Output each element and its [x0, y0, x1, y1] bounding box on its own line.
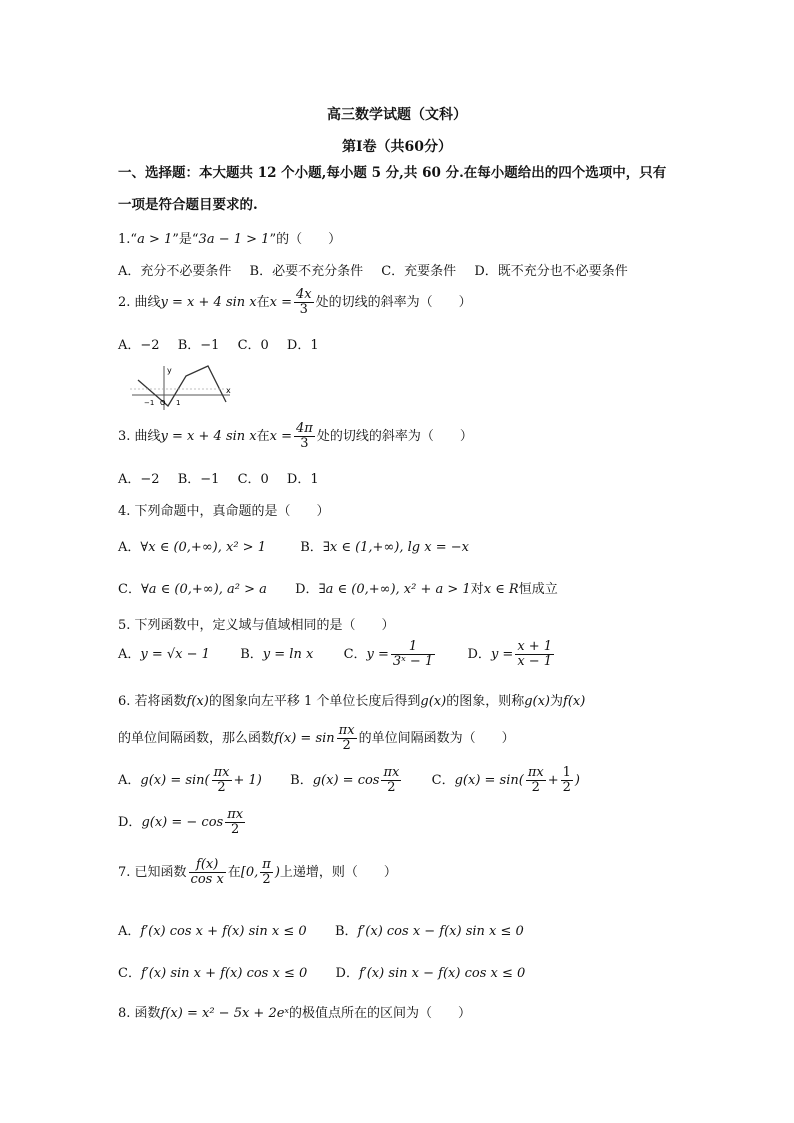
option-d[interactable]: D．y = $\frac{x + 1}{x - 1}$: [467, 639, 553, 669]
option-a[interactable]: A．−2: [118, 472, 160, 487]
option-c[interactable]: C．f′(x) sin x + f(x) cos x ≤ 0: [118, 966, 308, 981]
question-1-options: [118, 260, 688, 279]
option-d[interactable]: D．∃a ∈ (0,+∞), x² + a > 1对x ∈ R恒成立: [295, 582, 558, 597]
option-a[interactable]: A．f′(x) cos x + f(x) sin x ≤ 0: [118, 924, 307, 939]
option-a[interactable]: A．−2: [118, 338, 160, 353]
section-heading: 一、选择题：本大题共 12 个小题,每小题 5 分,共 60 分.在每小题给出的四个选项中，只有: [118, 165, 667, 181]
option-d[interactable]: D．f′(x) sin x − f(x) cos x ≤ 0: [335, 966, 526, 981]
option-d[interactable]: D．既不充分也不必要条件: [474, 264, 628, 279]
question-2-options: [118, 334, 688, 353]
page-title: 高三数学试题（文科）: [327, 107, 467, 123]
section-heading-cont: 一项是符合题目要求的.: [118, 197, 258, 213]
graph-origin-label: O: [160, 399, 166, 407]
graph-x-label: x: [226, 386, 231, 395]
question-5-options: [118, 640, 688, 669]
graph-y-label: y: [167, 366, 172, 375]
option-c[interactable]: C．g(x) = sin( $\frac{\pi x}{2}$ + $\frac{1}{2}$ ): [431, 765, 580, 795]
option-b[interactable]: B．y = ln x: [240, 647, 314, 662]
option-b[interactable]: B．g(x) = cos $\frac{\pi x}{2}$: [290, 765, 400, 795]
option-a[interactable]: A．充分不必要条件: [118, 264, 232, 279]
option-b[interactable]: B．−1: [177, 472, 220, 487]
question-6-options-abc: [118, 766, 688, 795]
option-d[interactable]: D．1: [286, 338, 319, 353]
question-5: 5. 下列函数中，定义域与值域相同的是（ ）: [118, 618, 395, 633]
question-6-option-d: [118, 808, 688, 837]
option-b[interactable]: B．f′(x) cos x − f(x) sin x ≤ 0: [334, 924, 524, 939]
option-c[interactable]: C．0: [237, 338, 269, 353]
option-d[interactable]: D．1: [286, 472, 319, 487]
question-4-options-cd: [118, 578, 688, 597]
question-3-options: [118, 468, 688, 487]
question-2: 2. 曲线y = x + 4 sin x在x = $\frac{4x}{3}$ 处的切线的斜率为（ ）: [118, 287, 472, 317]
fraction: $\frac{4\pi}{3}$: [295, 421, 313, 451]
graph-one-label: 1: [176, 399, 181, 407]
option-a[interactable]: A．g(x) = sin( $\frac{\pi x}{2}$ + 1): [118, 765, 262, 795]
question-4-options-ab: [118, 536, 688, 555]
option-d[interactable]: D．g(x) = − cos $\frac{\pi x}{2}$: [118, 807, 244, 837]
option-b[interactable]: B．−1: [177, 338, 220, 353]
question-7-options-ab: [118, 920, 688, 939]
option-c[interactable]: C．充要条件: [381, 264, 457, 279]
fraction: $\frac{4x}{3}$: [295, 287, 312, 317]
question-6: 6. 若将函数f(x)的图象向左平移 1 个单位长度后得到g(x)的图象，则称g(x)为f(x): [118, 694, 586, 709]
option-a[interactable]: A．y = √x − 1: [118, 647, 210, 662]
option-b[interactable]: B．∃x ∈ (1,+∞), lg x = −x: [300, 540, 469, 555]
question-8: 8. 函数f(x) = x² − 5x + 2eˣ的极值点所在的区间为（ ）: [118, 1006, 472, 1021]
question-6-cont: 的单位间隔函数，那么函数f(x) = sin $\frac{\pi x}{2}$ 的单位间隔函数为（ ）: [118, 723, 515, 753]
option-c[interactable]: C．∀a ∈ (0,+∞), a² > a: [118, 582, 267, 597]
option-a[interactable]: A．∀x ∈ (0,+∞), x² > 1: [118, 540, 266, 555]
question-7-options-cd: [118, 962, 688, 981]
question-1: 1.“a > 1”是“3a − 1 > 1”的（ ）: [118, 232, 342, 247]
option-c[interactable]: C．y = $\frac{1}{\text{3ˣ − 1}}$: [343, 639, 434, 669]
graph-neg1-label: −1: [144, 399, 155, 407]
section-subtitle: 第Ⅰ卷（共60分）: [341, 139, 453, 155]
function-graph: [130, 362, 235, 414]
option-b[interactable]: B．必要不充分条件: [249, 264, 364, 279]
question-4: 4. 下列命题中，真命题的是（ ）: [118, 504, 330, 519]
option-c[interactable]: C．0: [237, 472, 269, 487]
question-7: 7. 已知函数 $\frac{f(x)}{\text{cos x}}$ 在[0, $\frac{\pi}{2}$ )上递增，则（ ）: [118, 857, 397, 887]
question-3: 3. 曲线y = x + 4 sin x在x = $\frac{4\pi}{3}$ 处的切线的斜率为（ ）: [118, 421, 473, 451]
